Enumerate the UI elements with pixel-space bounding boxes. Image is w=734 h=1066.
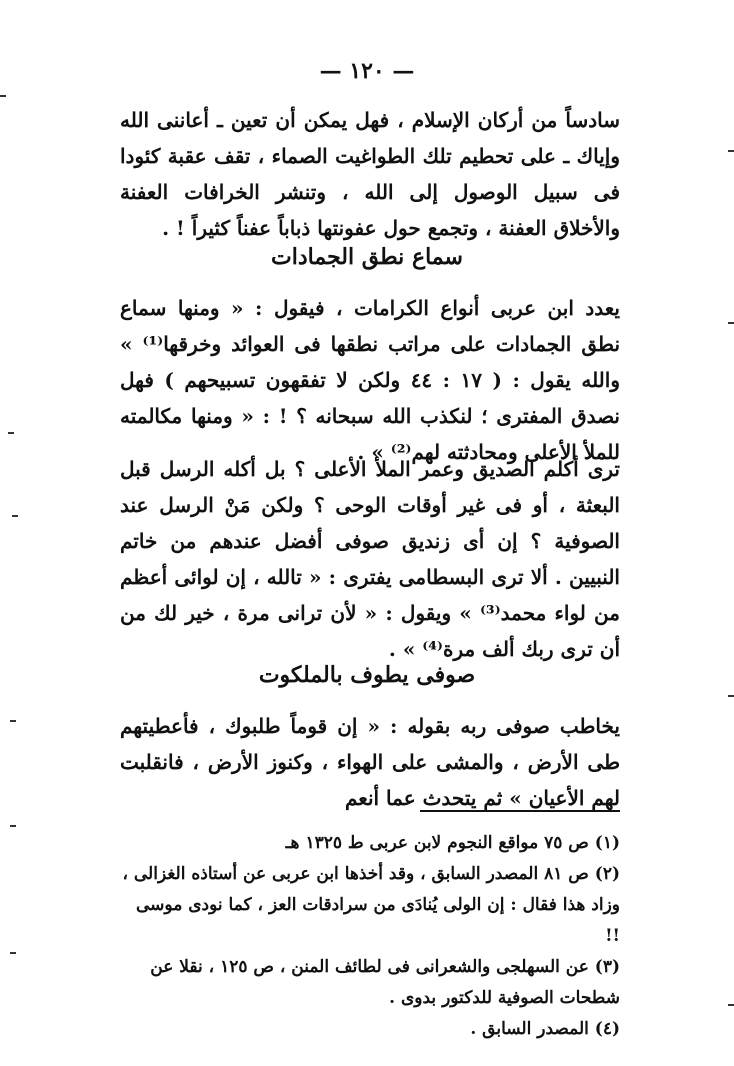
footnote-3: (٣) عن السهلجى والشعرانى فى لطائف المنن ، ص ١٢٥ ، نقلا عن شطحات الصوفية للدكتور بدوى . xyxy=(150,957,620,1008)
scan-margin-mark xyxy=(10,720,16,722)
scan-margin-mark xyxy=(12,515,18,517)
paragraph-text: ترى أكلم الصديق وعمر الملأ الأعلى ؟ بل أكله الرسل قبل البعثة ، أو فى غير أوقات الوحى ؟ ولكن مَنْ الرسل عند الصوفية ؟ إن أى زنديق صوفى أفضل عندهم من خاتم النبيين . ألا ترى البسطامى يفترى : « تالله ، إن لوائى أعظم من لواء محمد⁽³⁾ » ويقول : « لأن ترانى مرة ، خير لك من أن ترى ربك ألف مرة⁽⁴⁾ » . xyxy=(120,457,620,661)
scan-margin-mark xyxy=(8,432,14,434)
scan-margin-mark xyxy=(10,952,16,954)
scan-margin-mark xyxy=(728,695,734,697)
paragraph-text: يخاطب صوفى ربه بقوله : « إن قوماً طلبوك ، فأعطيتهم طى الأرض ، والمشى على الهواء ، وكنوز الأرض ، فانقلبت لهم الأعيان » ثم يتحدث عما أنعم xyxy=(120,714,620,810)
page-number: — ١٢٠ — xyxy=(319,58,415,84)
paragraph-text: سادساً من أركان الإسلام ، فهل يمكن أن تعين ـ أعاننى الله وإياك ـ على تحطيم تلك الطواغيت الصماء ، تقف عقبة كئودا فى سبيل الوصول إلى الله ، وتنشر الخرافات العفنة والأخلاق العفنة ، وتجمع حول عفونتها ذباباً عفناً كثيراً ! . xyxy=(120,108,620,240)
section-heading-sufi-malakut: صوفى يطوف بالملكوت xyxy=(258,662,476,688)
footnotes xyxy=(120,828,620,1045)
paragraph-bistami xyxy=(120,451,620,667)
footnote-2: (٢) ص ٨١ المصدر السابق ، وقد أخذها ابن عربى عن أستاذه الغزالى ، وزاد هذا فقال : إن الولى يُنادَى من سرادقات العز ، كما نودى موسى !! xyxy=(122,864,620,946)
scan-margin-mark xyxy=(0,95,6,97)
section-heading-talking-objects: سماع نطق الجمادات xyxy=(271,244,463,270)
paragraph-ibn-arabi xyxy=(120,290,620,470)
scan-margin-mark xyxy=(728,1004,734,1006)
paragraph-intro xyxy=(120,102,620,246)
paragraph-text: يعدد ابن عربى أنواع الكرامات ، فيقول : « ومنها سماع نطق الجمادات على مراتب نطقها فى العوائد وخرقها⁽¹⁾ » والله يقول : ( ١٧ : ٤٤ ولكن لا تفقهون تسبيحهم ) فهل نصدق المفترى ؛ لنكذب الله سبحانه ؟ ! : « ومنها مكالمته للملأ الأعلى ومحادثته لهم⁽²⁾ » . xyxy=(120,296,621,464)
scan-margin-mark xyxy=(728,150,734,152)
scan-margin-mark xyxy=(728,322,734,324)
paragraph-sufi-prayer xyxy=(120,708,620,816)
footnote-separator xyxy=(420,810,620,812)
footnote-1: (١) ص ٧٥ مواقع النجوم لابن عربى ط ١٣٢٥ هـ xyxy=(285,833,620,853)
scan-margin-mark xyxy=(10,825,16,827)
footnote-4: (٤) المصدر السابق . xyxy=(470,1019,620,1039)
